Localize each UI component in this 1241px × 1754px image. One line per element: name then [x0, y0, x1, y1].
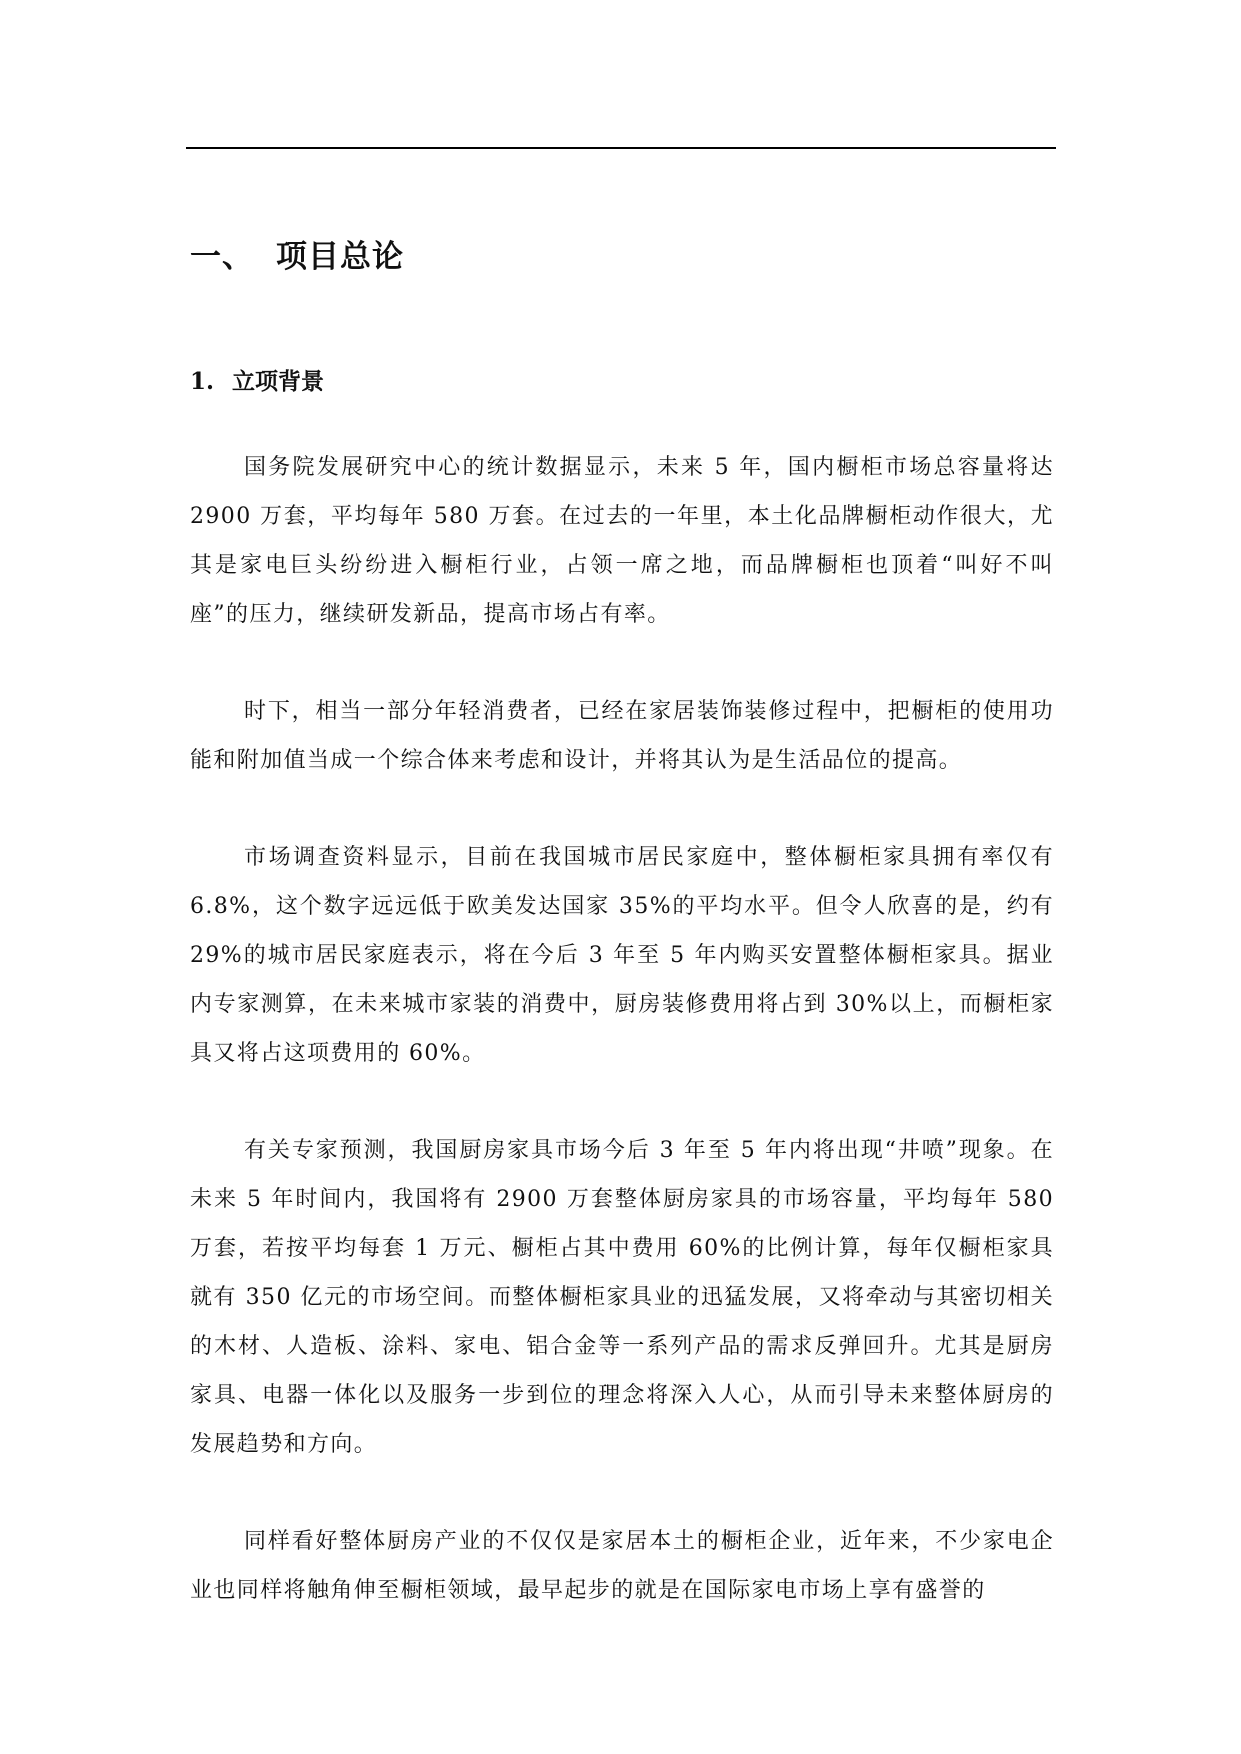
paragraph-appliance-companies: 同样看好整体厨房产业的不仅仅是家居本土的橱柜企业，近年来，不少家电企业也同样将触角伸至橱柜领域，最早起步的就是在国际家电市场上享有盛誉的 [190, 1529, 1054, 1603]
header-rule [186, 147, 1056, 149]
chapter-number: 一、 [190, 239, 254, 275]
paragraph-market-capacity: 国务院发展研究中心的统计数据显示，未来 5 年，国内橱柜市场总容量将达 2900 万套，平均每年 580 万套。在过去的一年里，本土化品牌橱柜动作很大，尤其是家电巨头纷纷进入橱柜行业，占领一席之地，而品牌橱柜也顶着“叫好不叫座”的压力，继续研发新品，提高市场占有率。 [190, 455, 1054, 627]
section-number: 1. [190, 368, 215, 395]
section-heading [190, 366, 324, 398]
body-text [190, 443, 1054, 1615]
chapter-heading [190, 237, 404, 277]
paragraph-market-survey: 市场调查资料显示，目前在我国城市居民家庭中，整体橱柜家具拥有率仅有 6.8%，这个数字远远低于欧美发达国家 35%的平均水平。但令人欣喜的是，约有 29%的城市居民家庭表示，将在今后 3 年至 5 年内购买安置整体橱柜家具。据业内专家测算，在未来城市家装的消费中，厨房装修费用将占到 30%以上，而橱柜家具又将占这项费用的 60%。 [190, 845, 1054, 1066]
section-title: 立项背景 [232, 368, 324, 395]
paragraph-expert-forecast: 有关专家预测，我国厨房家具市场今后 3 年至 5 年内将出现“井喷”现象。在未来 5 年时间内，我国将有 2900 万套整体厨房家具的市场容量，平均每年 580 万套，若按平均每套 1 万元、橱柜占其中费用 60%的比例计算，每年仅橱柜家具就有 350 亿元的市场空间。而整体橱柜家具业的迅猛发展，又将牵动与其密切相关的木材、人造板、涂料、家电、铝合金等一系列产品的需求反弹回升。尤其是厨房家具、电器一体化以及服务一步到位的理念将深入人心，从而引导未来整体厨房的发展趋势和方向。 [190, 1138, 1054, 1457]
paragraph-young-consumers: 时下，相当一部分年轻消费者，已经在家居装饰装修过程中，把橱柜的使用功能和附加值当成一个综合体来考虑和设计，并将其认为是生活品位的提高。 [190, 699, 1054, 773]
chapter-title: 项目总论 [276, 239, 404, 275]
